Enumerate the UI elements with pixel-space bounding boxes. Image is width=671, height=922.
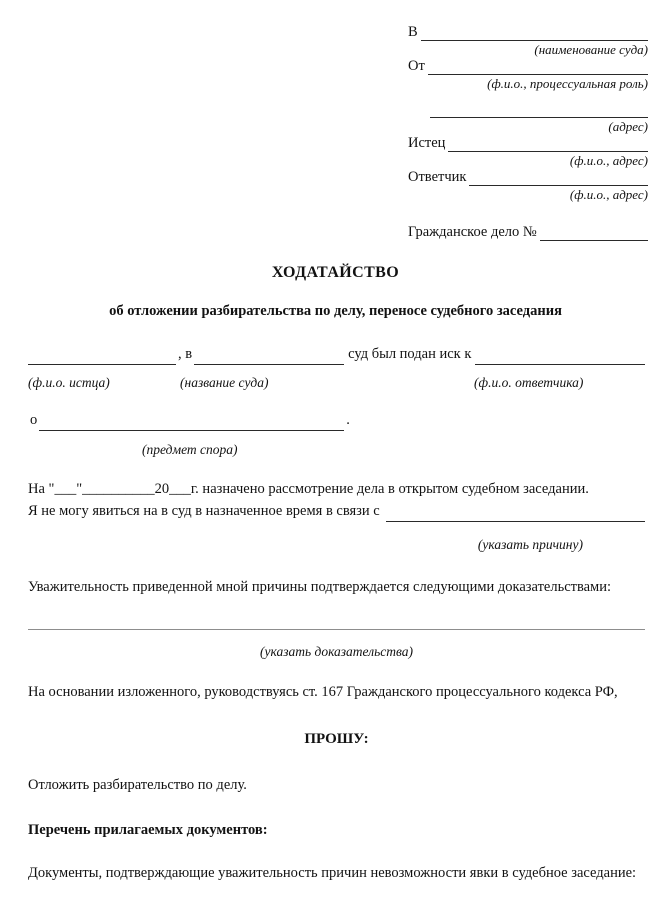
plaintiff-row xyxy=(408,135,648,152)
defendant-row xyxy=(408,169,648,186)
court-hint: (наименование суда) xyxy=(534,42,648,57)
evidence-paragraph: Уважительность приведенной мной причины подтверждается следующими доказательствами: xyxy=(28,579,612,595)
hint-court: (название суда) xyxy=(180,375,269,390)
court-label: В xyxy=(408,24,418,40)
reason-hint: (указать причину) xyxy=(477,537,583,552)
request-heading: ПРОШУ: xyxy=(304,731,369,747)
defendant-fill-line[interactable] xyxy=(469,171,648,186)
claim-hints xyxy=(28,372,645,394)
subject-prefix: о xyxy=(30,412,38,428)
from-label: От xyxy=(408,58,425,74)
from-hint: (ф.и.о., процессуальная роль) xyxy=(487,76,648,91)
request-item: Отложить разбирательство по делу. xyxy=(28,777,247,793)
hint-plaintiff: (ф.и.о. истца) xyxy=(28,375,110,390)
legal-basis-paragraph: На основании изложенного, руководствуясь ст. 167 Гражданского процессуального кодекса РФ, xyxy=(28,684,618,700)
plaintiff-hint: (ф.и.о., адрес) xyxy=(569,153,648,168)
case-number-fill-line[interactable] xyxy=(540,226,648,241)
hint-defendant: (ф.и.о. ответчика) xyxy=(474,375,584,390)
subject-period: . xyxy=(346,412,350,428)
defendant-label: Ответчик xyxy=(408,169,467,185)
evidence-fill-line[interactable] xyxy=(28,628,645,630)
court-row xyxy=(408,24,648,41)
from-fill-line[interactable] xyxy=(428,60,648,75)
document-body xyxy=(28,344,645,884)
reason-text: Я не могу явиться на в суд в назначенное время в связи с xyxy=(28,503,380,519)
defendant-name-fill-line[interactable] xyxy=(475,349,645,365)
annex-title: Перечень прилагаемых документов: xyxy=(28,822,268,838)
address-fill-line[interactable] xyxy=(430,103,648,118)
plaintiff-fill-line[interactable] xyxy=(448,137,648,152)
court-fill-line[interactable] xyxy=(421,26,648,41)
reason-row xyxy=(28,501,645,522)
header-requisites xyxy=(408,24,648,241)
subject-hint: (предмет спора) xyxy=(142,442,238,457)
document-title: ХОДАТАЙСТВО xyxy=(271,264,400,281)
claim-comma-v: , в xyxy=(178,346,193,362)
plaintiff-name-fill-line[interactable] xyxy=(28,349,176,365)
case-number-row xyxy=(408,224,648,241)
address-hint: (адрес) xyxy=(608,119,648,134)
from-row xyxy=(408,58,648,75)
reason-fill-line[interactable] xyxy=(386,506,645,522)
subject-fill-line[interactable] xyxy=(39,415,344,431)
defendant-hint: (ф.и.о., адрес) xyxy=(569,187,648,202)
annex-item: Документы, подтверждающие уважительность причин невозможности явки в судебное заседание: xyxy=(28,865,637,881)
court-name-fill-line[interactable] xyxy=(194,349,344,365)
address-row xyxy=(408,103,648,118)
document-subtitle: об отложении разбирательства по делу, переносе судебного заседания xyxy=(109,303,562,319)
plaintiff-label: Истец xyxy=(408,135,446,151)
claim-row xyxy=(28,344,645,365)
subject-row xyxy=(28,410,645,431)
case-number-label: Гражданское дело № xyxy=(408,224,537,240)
hearing-date-line: На "___"__________20___г. назначено рассмотрение дела в открытом судебном заседании. xyxy=(28,481,589,497)
claim-middle-text: суд был подан иск к xyxy=(348,346,472,362)
evidence-hint: (указать доказательства) xyxy=(259,644,413,659)
